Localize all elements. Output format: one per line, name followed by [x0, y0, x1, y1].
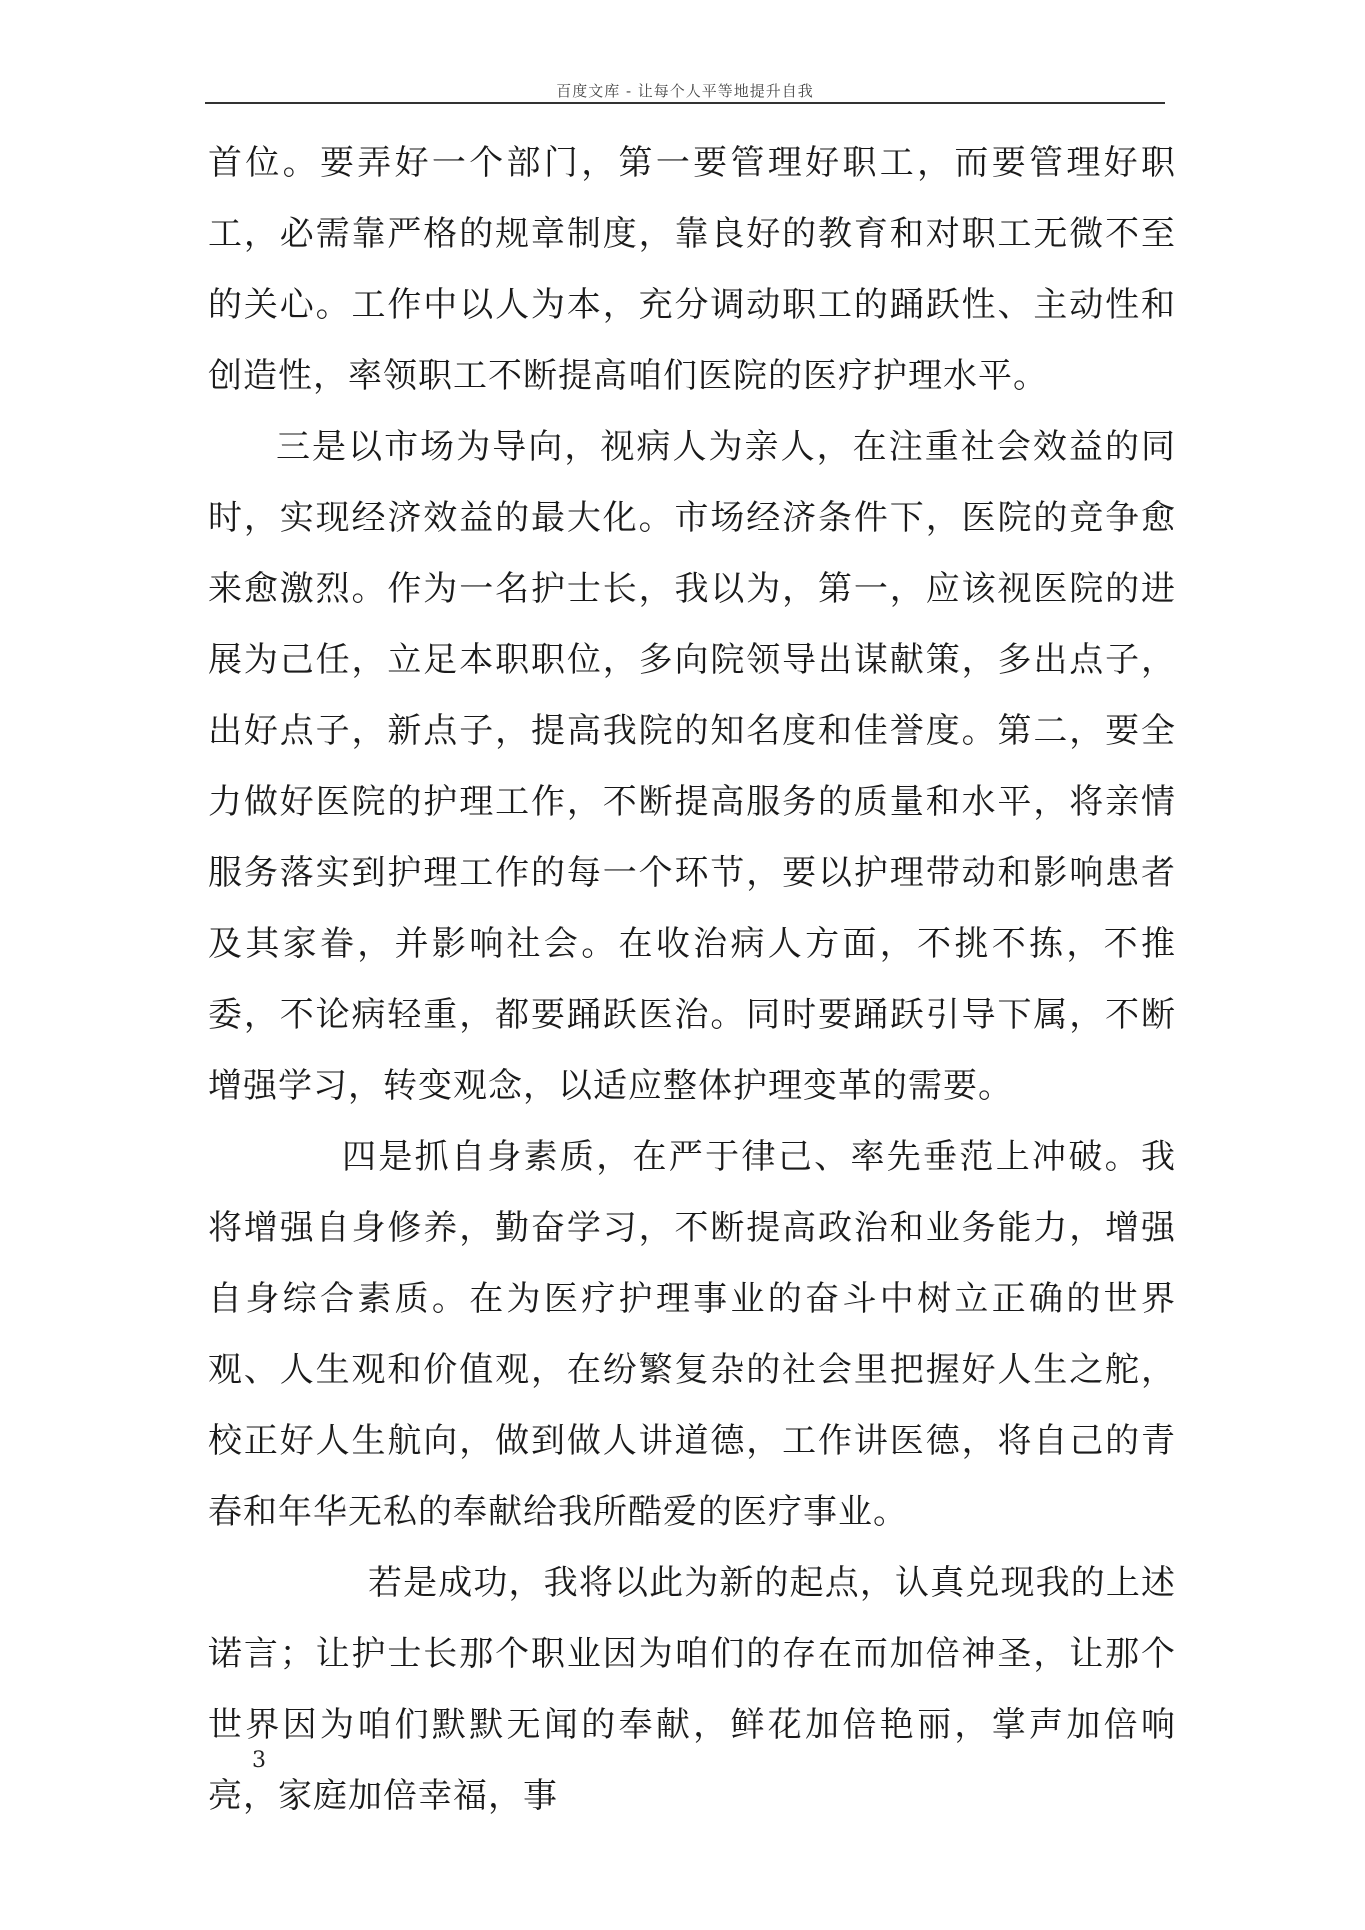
paragraph: 三是以市场为导向，视病人为亲人，在注重社会效益的同时，实现经济效益的最大化。市场经济条件下，医院的竞争愈来愈激烈。作为一名护士长，我以为，第一，应该视医院的进展为己任，立足本职职位，多向院领导出谋献策，多出点子，出好点子，新点子，提高我院的知名度和佳誉度。第二，要全力做好医院的护理工作，不断提高服务的质量和水平，将亲情服务落实到护理工作的每一个环节，要以护理带动和影响患者及其家眷，并影响社会。在收治病人方面，不挑不拣，不推委，不论病轻重，都要踊跃医治。同时要踊跃引导下属，不断增强学习，转变观念，以适应整体护理变革的需要。: [208, 427, 1176, 1106]
header-text: 百度文库 - 让每个人平等地提升自我: [556, 82, 814, 100]
page-header: [205, 80, 1165, 104]
paragraph: 首位。要弄好一个部门，第一要管理好职工，而要管理好职工，必需靠严格的规章制度，靠良好的教育和对职工无微不至的关心。工作中以人为本，充分调动职工的踊跃性、主动性和创造性，率领职工不断提高咱们医院的医疗护理水平。: [208, 143, 1176, 396]
page-number: 3: [252, 1748, 266, 1773]
document-body: [208, 128, 1176, 1832]
paragraph: 四是抓自身素质，在严于律己、率先垂范上冲破。我将增强自身修养，勤奋学习，不断提高政治和业务能力，增强自身综合素质。在为医疗护理事业的奋斗中树立正确的世界观、人生观和价值观，在纷繁复杂的社会里把握好人生之舵，校正好人生航向，做到做人讲道德，工作讲医德，将自己的青春和年华无私的奉献给我所酷爱的医疗事业。: [208, 1137, 1176, 1532]
paragraph: 若是成功，我将以此为新的起点，认真兑现我的上述诺言；让护士长那个职业因为咱们的存在而加倍神圣，让那个世界因为咱们默默无闻的奉献，鲜花加倍艳丽，掌声加倍响亮，家庭加倍幸福，事: [208, 1563, 1176, 1816]
